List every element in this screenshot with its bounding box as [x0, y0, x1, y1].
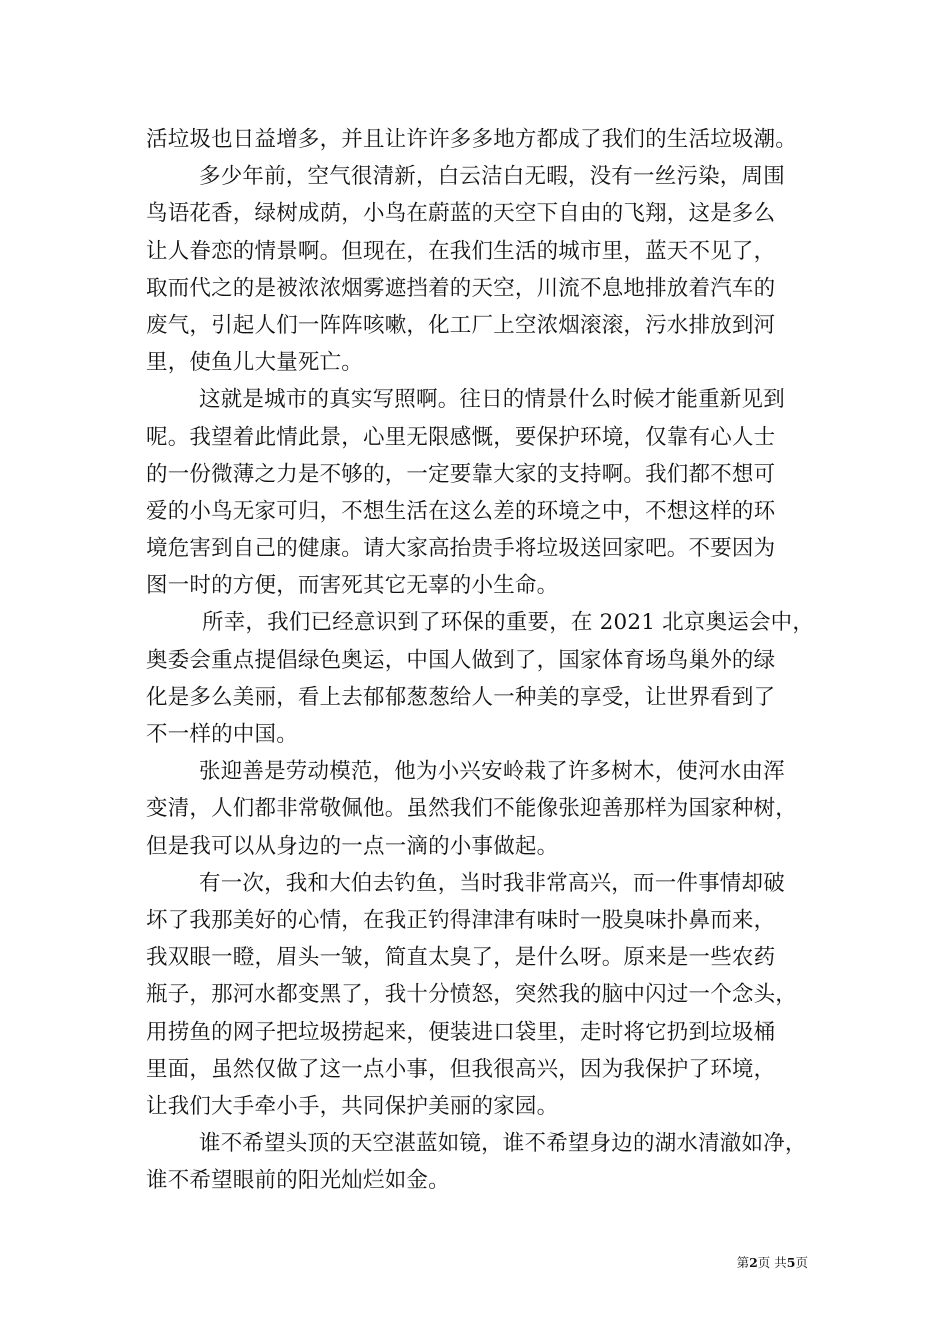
text-line: 瓶子，那河水都变黑了，我十分愤怒，突然我的脑中闪过一个念头， — [146, 982, 798, 1008]
text-line: 化是多么美丽，看上去郁郁葱葱给人一种美的享受，让世界看到了 — [146, 684, 776, 710]
text-line: 废气，引起人们一阵阵咳嗽，化工厂上空浓烟滚滚，污水排放到河 — [146, 312, 776, 338]
text-line: 坏了我那美好的心情，在我正钓得津津有味时一股臭味扑鼻而来， — [146, 907, 776, 933]
text-line: 图一时的方便，而害死其它无辜的小生命。 — [146, 573, 559, 599]
text-line: 里面，虽然仅做了这一点小事，但我很高兴，因为我保护了环境， — [146, 1056, 776, 1082]
footer-suffix: 页 — [795, 1255, 808, 1270]
footer-prefix: 第 — [736, 1255, 750, 1270]
paragraph-5 — [146, 753, 810, 865]
text-line: 鸟语花香，绿树成荫，小鸟在蔚蓝的天空下自由的飞翔，这是多么 — [146, 201, 776, 227]
text-line: 但是我可以从身边的一点一滴的小事做起。 — [146, 833, 559, 859]
text-line: 爱的小鸟无家可归，不想生活在这么差的环境之中，不想这样的环 — [146, 498, 776, 524]
text-line: 境危害到自己的健康。请大家高抬贵手将垃圾送回家吧。不要因为 — [146, 536, 776, 562]
body-text — [146, 121, 815, 1199]
text-line: 呢。我望着此情此景，心里无限感慨，要保护环境，仅靠有心人士 — [146, 424, 776, 450]
text-line: 活垃圾也日益增多，并且让许许多多地方都成了我们的生活垃圾潮。 — [146, 127, 798, 152]
text-line: 张迎善是劳动模范，他为小兴安岭栽了许多树木，使河水由浑 — [199, 759, 785, 785]
text-line: 让人眷恋的情景啊。但现在，在我们生活的城市里，蓝天不见了， — [146, 238, 776, 264]
footer-middle: 页 共 — [757, 1255, 787, 1270]
text-line: 奥委会重点提倡绿色奥运，中国人做到了，国家体育场鸟巢外的绿 — [146, 647, 776, 673]
text-line: 这就是城市的真实写照啊。往日的情景什么时候才能重新见到 — [199, 387, 785, 413]
text-line: 让我们大手牵小手，共同保护美丽的家园。 — [146, 1093, 559, 1119]
text-line: 不一样的中国。 — [146, 722, 298, 747]
text-line: 有一次，我和大伯去钓鱼，当时我非常高兴，而一件事情却破 — [199, 870, 785, 896]
paragraph-1 — [146, 121, 810, 158]
total-page-number: 5 — [786, 1255, 796, 1270]
text-line: 谁不希望眼前的阳光灿烂如金。 — [146, 1168, 450, 1194]
text-line: 变清，人们都非常敬佩他。虽然我们不能像张迎善那样为国家种树， — [146, 796, 798, 822]
text-line: 所幸，我们已经意识到了环保的重要，在 2021 北京奥运会中， — [202, 610, 815, 636]
text-line: 用捞鱼的网子把垃圾捞起来，便装进口袋里，走时将它扔到垃圾桶 — [146, 1019, 776, 1045]
text-line: 我双眼一瞪，眉头一皱，简直太臭了，是什么呀。原来是一些农药 — [146, 945, 776, 971]
paragraph-4 — [146, 604, 815, 753]
text-line: 谁不希望头顶的天空湛蓝如镜，谁不希望身边的湖水清澈如净， — [199, 1131, 807, 1157]
paragraph-2 — [146, 158, 810, 381]
paragraph-6 — [146, 865, 810, 1125]
text-line: 取而代之的是被浓浓烟雾遮挡着的天空，川流不息地排放着汽车的 — [146, 275, 776, 301]
text-line: 里，使鱼儿大量死亡。 — [146, 350, 364, 376]
current-page-number: 2 — [749, 1255, 758, 1270]
page-footer — [737, 1255, 808, 1271]
paragraph-7 — [146, 1125, 810, 1199]
paragraph-3 — [146, 381, 810, 604]
text-line: 多少年前，空气很清新，白云洁白无暇，没有一丝污染，周围 — [199, 164, 785, 190]
text-line: 的一份微薄之力是不够的，一定要靠大家的支持啊。我们都不想可 — [146, 461, 776, 487]
